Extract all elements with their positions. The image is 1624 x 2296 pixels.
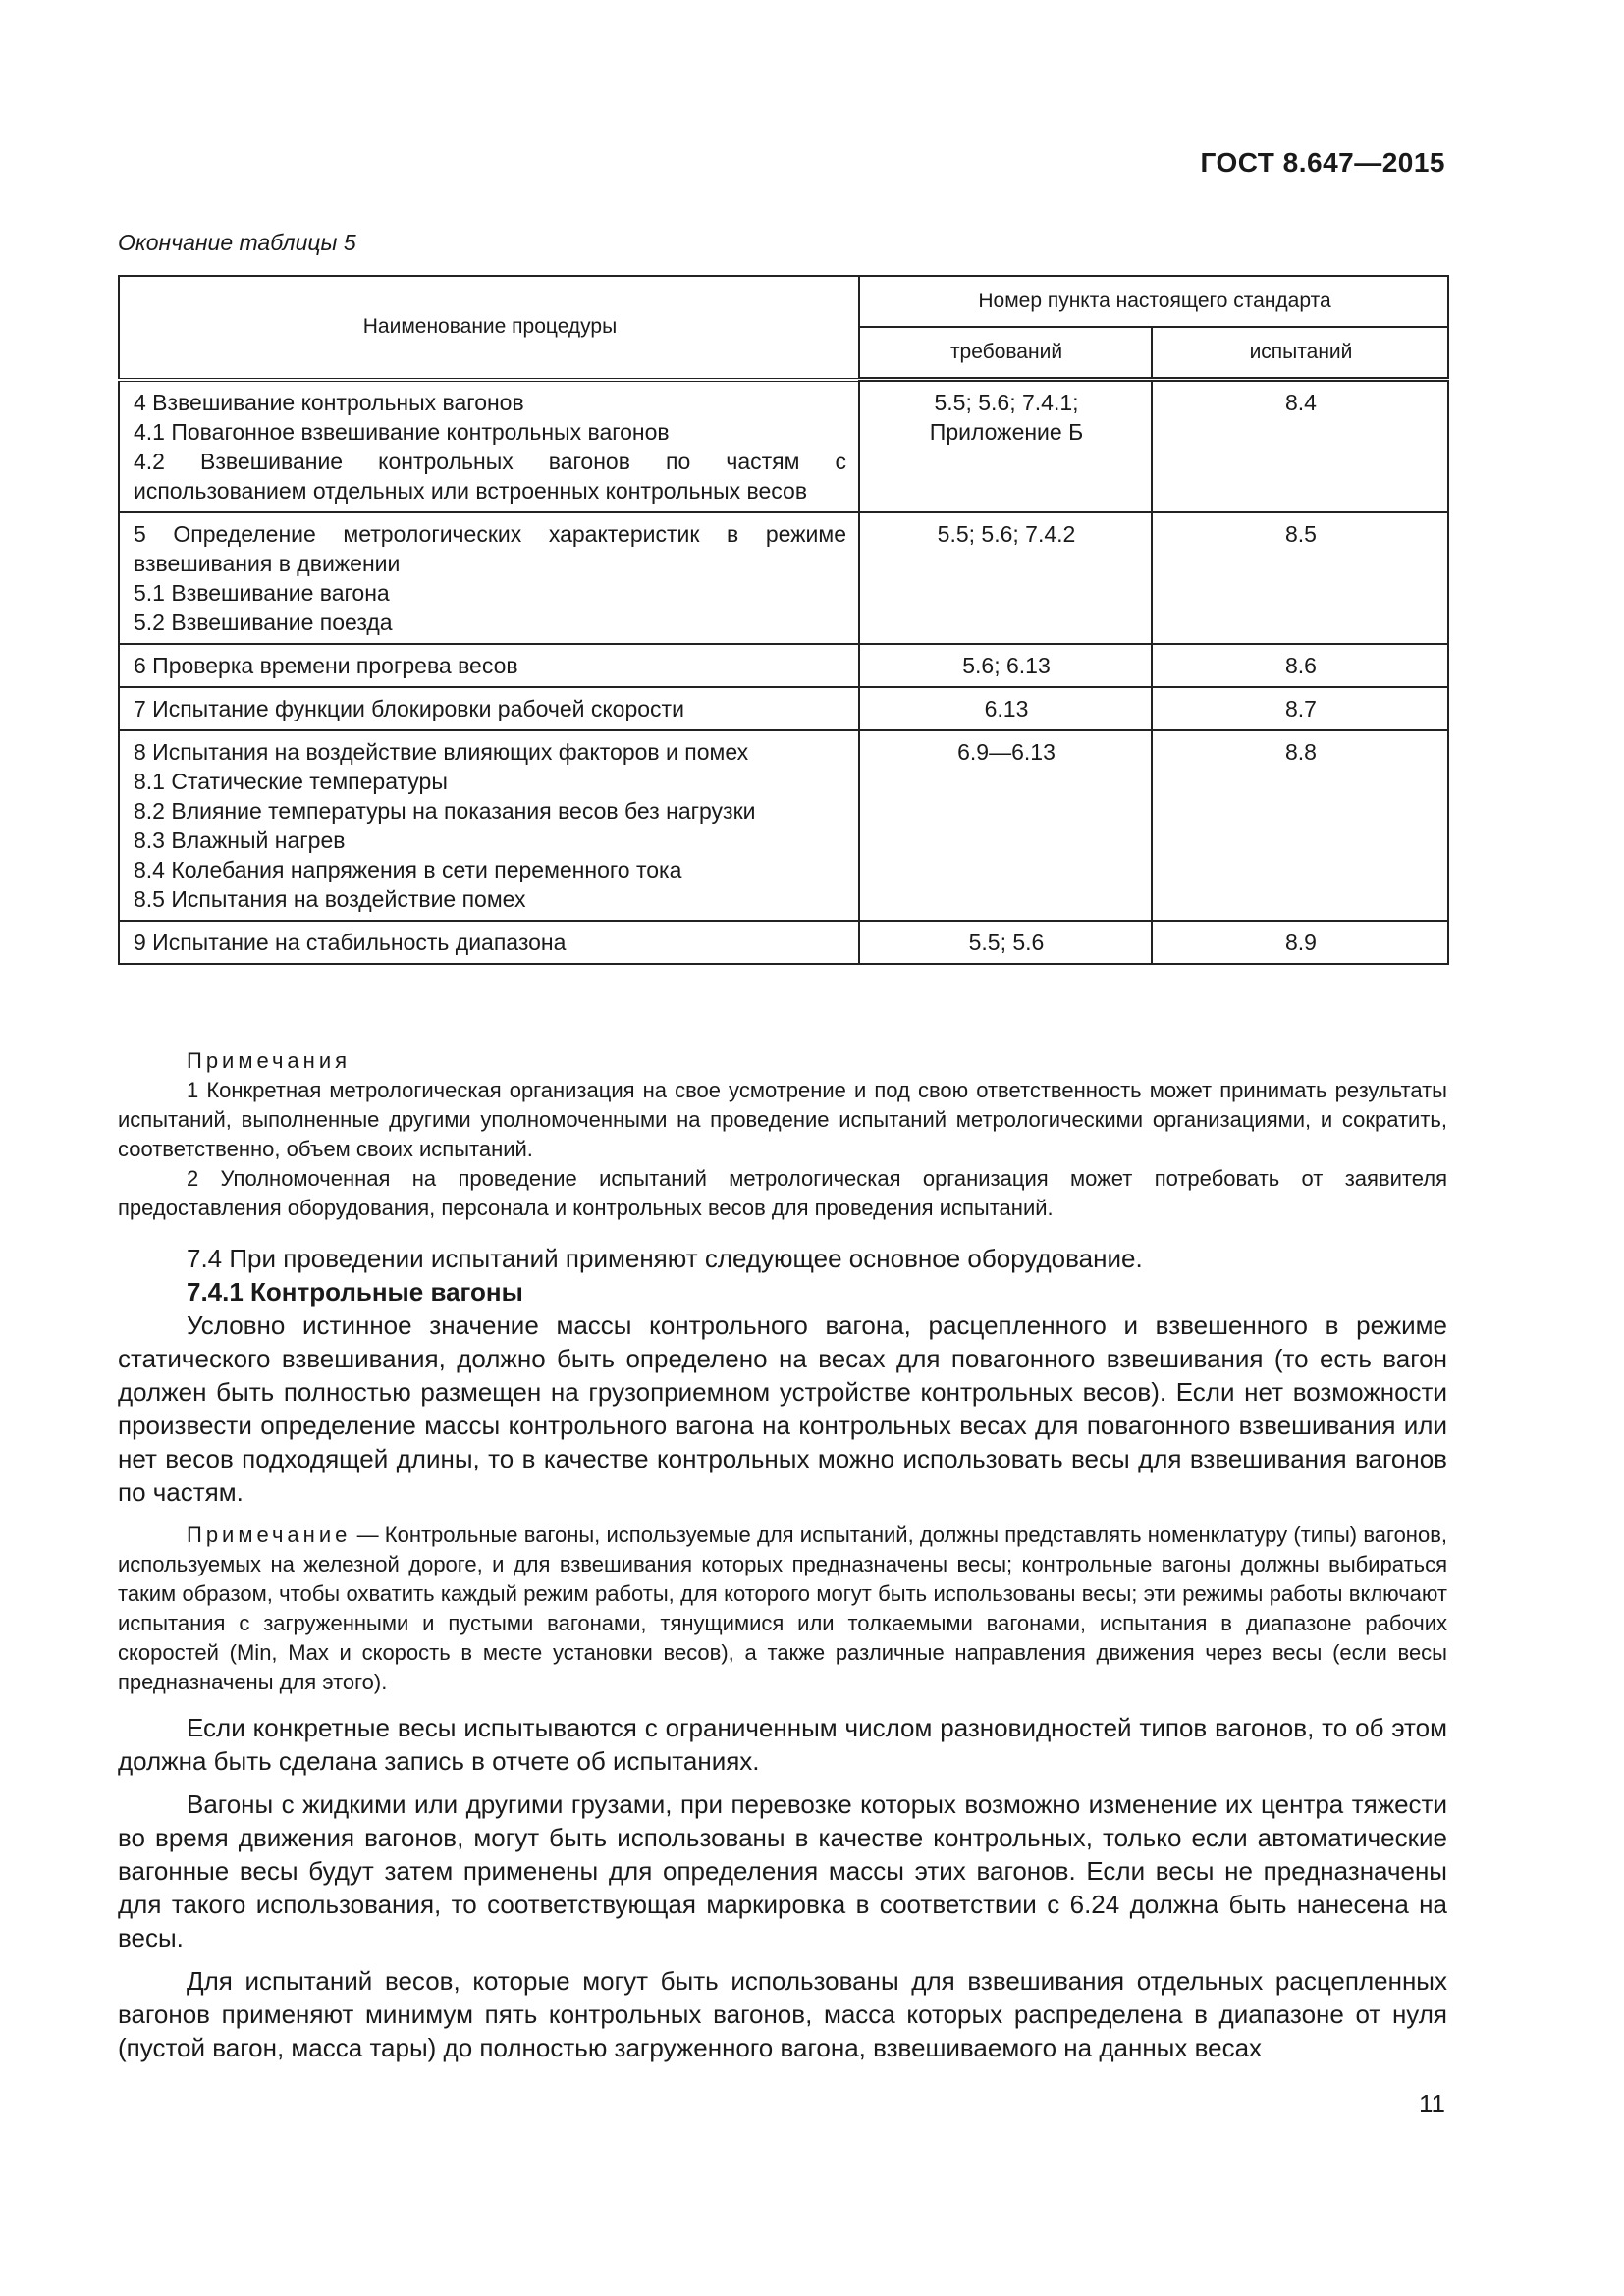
procedure-line: 4.2 Взвешивание контрольных вагонов по частям с использованием отдельных или встроенных контрольных весов (134, 448, 846, 504)
table-row (119, 730, 1448, 921)
table-notes (118, 1046, 1447, 1223)
table-row (119, 921, 1448, 964)
notes-title: Примечания (187, 1048, 352, 1073)
procedure-line: 5 Определение метрологических характеристик в режиме взвешивания в движении (134, 520, 846, 576)
tests-cell: 8.4 (1152, 380, 1448, 512)
procedures-table (118, 275, 1449, 965)
procedure-line: 8.2 Влияние температуры на показания весов без нагрузки (134, 797, 756, 824)
procedure-line: 9 Испытание на стабильность диапазона (134, 929, 567, 955)
procedure-line: 8.3 Влажный нагрев (134, 827, 346, 853)
requirements-value: 5.5; 5.6; 7.4.1; (934, 390, 1079, 415)
paragraph: Для испытаний весов, которые могут быть использованы для взвешивания отдельных расцепленных вагонов применяют минимум пять контрольных вагонов, масса которых распределена в диапазоне от нуля (пустой вагон, масса тары) до полностью загруженного вагона, взвешиваемого на данных весах (118, 1966, 1447, 2062)
procedure-line: 6 Проверка времени прогрева весов (134, 652, 518, 678)
procedure-line: 8.1 Статические температуры (134, 768, 448, 794)
procedure-line: 8.4 Колебания напряжения в сети переменного тока (134, 856, 682, 882)
tests-cell: 8.8 (1152, 730, 1448, 921)
table-row (119, 512, 1448, 644)
requirements-value: Приложение Б (929, 419, 1084, 445)
procedure-line: 4.1 Повагонное взвешивание контрольных вагонов (134, 418, 670, 445)
tests-cell: 8.9 (1152, 921, 1448, 964)
requirements-cell: 5.5; 5.6; 7.4.2 (859, 512, 1152, 644)
procedure-line: 4 Взвешивание контрольных вагонов (134, 389, 524, 415)
table-row (119, 687, 1448, 730)
note-item: 1 Конкретная метрологическая организация на свое усмотрение и под свою ответственность может принимать результаты испытаний, выполненные другими уполномоченными на проведение испытаний метрологическими организациями, и сократить, соответственно, объем своих испытаний. (118, 1078, 1447, 1161)
procedure-cell (119, 644, 859, 687)
procedure-line: 5.2 Взвешивание поезда (134, 609, 393, 635)
standard-id: ГОСТ 8.647—2015 (1200, 147, 1445, 178)
procedure-line: 8 Испытания на воздействие влияющих факторов и помех (134, 738, 749, 765)
section-heading-7-4-1: 7.4.1 Контрольные вагоны (187, 1277, 523, 1307)
header-clause-group: Номер пункта настоящего стандарта (859, 276, 1448, 327)
procedure-cell (119, 512, 859, 644)
tests-cell: 8.7 (1152, 687, 1448, 730)
note-item: 2 Уполномоченная на проведение испытаний метрологическая организация может потребовать от заявителя предоставления оборудования, персонала и контрольных весов для проведения испытаний. (118, 1166, 1447, 1220)
page-number: 11 (1419, 2089, 1445, 2118)
table-caption: Окончание таблицы 5 (118, 230, 356, 255)
header-procedure: Наименование процедуры (119, 276, 859, 380)
procedure-cell (119, 921, 859, 964)
paragraph: Если конкретные весы испытываются с ограниченным числом разновидностей типов вагонов, то об этом должна быть сделана запись в отчете об испытаниях. (118, 1713, 1447, 1776)
requirements-cell: 5.6; 6.13 (859, 644, 1152, 687)
clause-7-4: 7.4 При проведении испытаний применяют следующее основное оборудование. (187, 1244, 1143, 1273)
tests-cell: 8.6 (1152, 644, 1448, 687)
body-text (118, 1242, 1447, 2064)
paragraph: Вагоны с жидкими или другими грузами, при перевозке которых возможно изменение их центра тяжести во время движения вагонов, могут быть использованы в качестве контрольных, только если автоматические вагонные весы будут затем применены для определения массы этих вагонов. Если весы не предназначены для такого использования, то соответствующая маркировка в соответствии с 6.24 должна быть нанесена на весы. (118, 1789, 1447, 1952)
tests-cell: 8.5 (1152, 512, 1448, 644)
procedure-cell (119, 730, 859, 921)
body-note (118, 1521, 1447, 1697)
paragraph: Условно истинное значение массы контрольного вагона, расцепленного и взвешенного в режиме статического взвешивания, должно быть определено на весах для повагонного взвешивания (то есть вагон должен быть полностью размещен на грузоприемном устройстве контрольных весов). Если нет возможности произвести определение массы контрольного вагона на контрольных весах для повагонного взвешивания или нет весов подходящей длины, то в качестве контрольных можно использовать весы для взвешивания вагонов по частям. (118, 1310, 1447, 1507)
header-requirements: требований (859, 327, 1152, 380)
procedure-cell (119, 687, 859, 730)
note-label: Примечание (187, 1522, 352, 1547)
table-row (119, 644, 1448, 687)
requirements-cell: 5.5; 5.6 (859, 921, 1152, 964)
requirements-cell: 6.9—6.13 (859, 730, 1152, 921)
procedure-line: 8.5 Испытания на воздействие помех (134, 885, 526, 912)
procedure-line: 7 Испытание функции блокировки рабочей скорости (134, 695, 684, 721)
table-row (119, 380, 1448, 512)
requirements-cell: 6.13 (859, 687, 1152, 730)
note-text: — Контрольные вагоны, используемые для испытаний, должны представлять номенклатуру (типы) вагонов, используемых на железной дороге, и для взвешивания которых предназначены весы; контрольные вагоны должны выбираться таким образом, чтобы охватить каждый режим работы, для которого могут быть использованы весы; эти режимы работы включают испытания с загруженными и пустыми вагонами, тянущимися или толкаемыми вагонами, испытания в диапазоне рабочих скоростей (Min, Max и скорость в месте установки весов), а также различные направления движения через весы (если весы предназначены для этого). (118, 1522, 1447, 1694)
table-header-row (119, 276, 1448, 327)
header-tests: испытаний (1152, 327, 1448, 380)
procedure-line: 5.1 Взвешивание вагона (134, 579, 390, 606)
procedure-cell (119, 380, 859, 512)
requirements-cell (859, 380, 1152, 512)
